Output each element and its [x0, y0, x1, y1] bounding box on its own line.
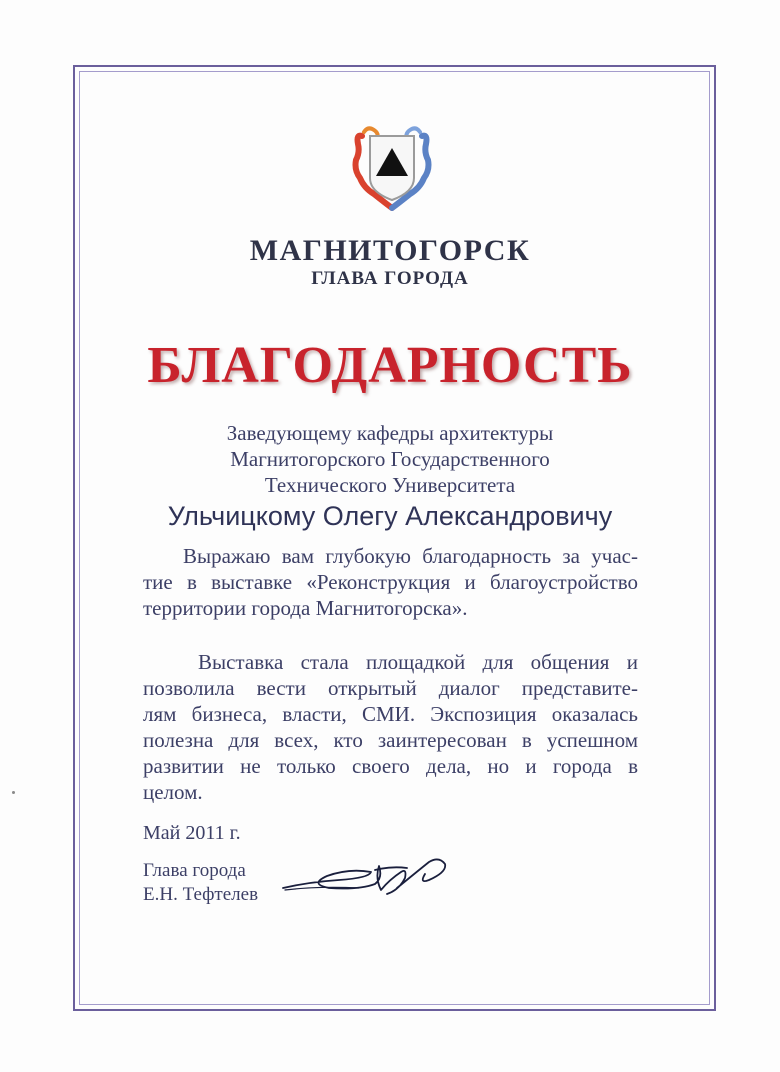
text-line: тие в выставке «Реконструкция и благоустройство — [143, 570, 638, 594]
city-name: МАГНИТОГОРСК — [249, 234, 531, 267]
signatory-name: Е.Н. Тефтелев — [143, 884, 259, 905]
document-date: Май 2011 г. — [143, 822, 241, 844]
text-line: территории города Магнитогорска». — [143, 596, 468, 620]
coat-of-arms-icon — [352, 122, 432, 212]
text-line: Выставка стала площадкой для общения и — [198, 650, 638, 674]
recipient-line: Технического Университета — [264, 473, 516, 497]
recipient-block — [0, 420, 780, 498]
scan-speck — [12, 791, 15, 794]
paragraph-exhibition — [143, 649, 638, 805]
text-line: целом. — [143, 780, 203, 804]
signatory-title: Глава города — [143, 860, 246, 881]
text-line: развитии не только своего дела, но и города в — [143, 754, 638, 778]
signature-icon — [279, 850, 474, 900]
paragraph-gratitude — [143, 543, 638, 621]
text-line: полезна для всех, кто заинтересован в успешном — [143, 728, 638, 752]
text-line: Выражаю вам глубокую благодарность за учас- — [183, 544, 638, 568]
signatory-block — [143, 859, 258, 907]
recipient-line: Магнитогорского Государственного — [230, 447, 550, 471]
recipient-line: Заведующему кафедры архитектуры — [226, 421, 554, 445]
text-line: лям бизнеса, власти, СМИ. Экспозиция оказалась — [143, 702, 638, 726]
issuer-title: ГЛАВА ГОРОДА — [311, 268, 469, 289]
document-title: БЛАГОДАРНОСТЬ — [147, 337, 633, 394]
recipient-name: Ульчицкому Олегу Александровичу — [167, 501, 613, 531]
text-line: позволила вести открытый диалог представите- — [143, 676, 638, 700]
